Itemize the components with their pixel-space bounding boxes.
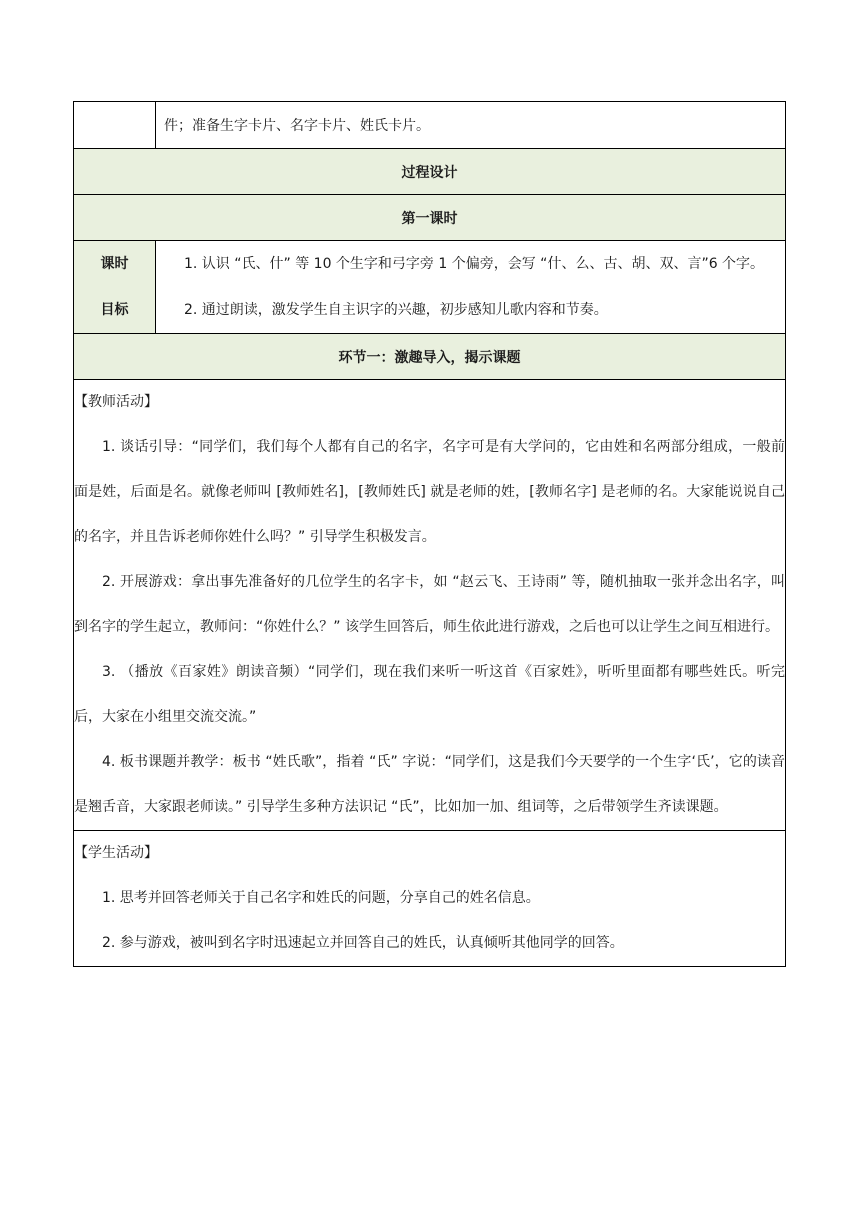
teacher-activity-item: 1. 谈话引导：“同学们，我们每个人都有自己的名字，名字可是有大学问的，它由姓和名两部分组成，一般前面是姓，后面是名。就像老师叫 [教师姓名]，[教师姓氏] 就是老师的姓，[教师名字] 是老师的名。大家能说说自己的名字，并且告诉老师你姓什么吗？” 引导学生积极发言。 <box>74 439 785 545</box>
process-title-row <box>74 149 786 195</box>
goals-label-line-1: 课时 <box>100 256 129 272</box>
goals-content <box>156 241 786 334</box>
goals-label-line-2: 目标 <box>100 302 129 318</box>
student-activity-row <box>74 831 786 967</box>
first-lesson-title: 第一课时 <box>74 195 786 241</box>
goals-row <box>74 241 786 334</box>
student-activity-content <box>74 831 786 967</box>
step-one-title: 环节一：激趣导入，揭示课题 <box>74 334 786 380</box>
teacher-activity-content <box>74 380 786 831</box>
student-activity-heading: 【学生活动】 <box>74 845 158 861</box>
preparation-text: 件；准备生字卡片、名字卡片、姓氏卡片。 <box>156 102 786 149</box>
teacher-activity-item: 4. 板书课题并教学：板书 “姓氏歌”，指着 “氏” 字说：“同学们，这是我们今天要学的一个生字‘氏’，它的读音是翘舌音，大家跟老师读。” 引导学生多种方法识记 “氏”，比如加一加、组词等，之后带领学生齐读课题。 <box>74 754 785 815</box>
process-design-title: 过程设计 <box>74 149 786 195</box>
lesson-title-row <box>74 195 786 241</box>
teacher-activity-item: 2. 开展游戏：拿出事先准备好的几位学生的名字卡，如 “赵云飞、王诗雨” 等，随机抽取一张并念出名字，叫到名字的学生起立，教师问：“你姓什么？” 该学生回答后，师生依此进行游戏，之后也可以让学生之间互相进行。 <box>74 574 785 635</box>
teacher-activity-heading: 【教师活动】 <box>74 394 158 410</box>
teacher-activity-row <box>74 380 786 831</box>
lesson-plan-table <box>73 101 786 967</box>
preparation-row <box>74 102 786 149</box>
lesson-plan-page <box>73 101 786 967</box>
goals-label <box>74 241 156 334</box>
goal-item: 2. 通过朗读，激发学生自主识字的兴趣，初步感知儿歌内容和节奏。 <box>184 302 608 318</box>
teacher-activity-item: 3. （播放《百家姓》朗读音频）“同学们，现在我们来听一听这首《百家姓》，听听里面都有哪些姓氏。听完后，大家在小组里交流交流。” <box>74 664 785 725</box>
step-one-title-row <box>74 334 786 380</box>
preparation-label-cell <box>74 102 156 149</box>
goal-item: 1. 认识 “氏、什” 等 10 个生字和弓字旁 1 个偏旁，会写 “什、么、古、胡、双、言”6 个字。 <box>184 256 765 272</box>
student-activity-item: 1. 思考并回答老师关于自己名字和姓氏的问题，分享自己的姓名信息。 <box>102 890 540 906</box>
student-activity-item: 2. 参与游戏，被叫到名字时迅速起立并回答自己的姓氏，认真倾听其他同学的回答。 <box>102 935 624 951</box>
